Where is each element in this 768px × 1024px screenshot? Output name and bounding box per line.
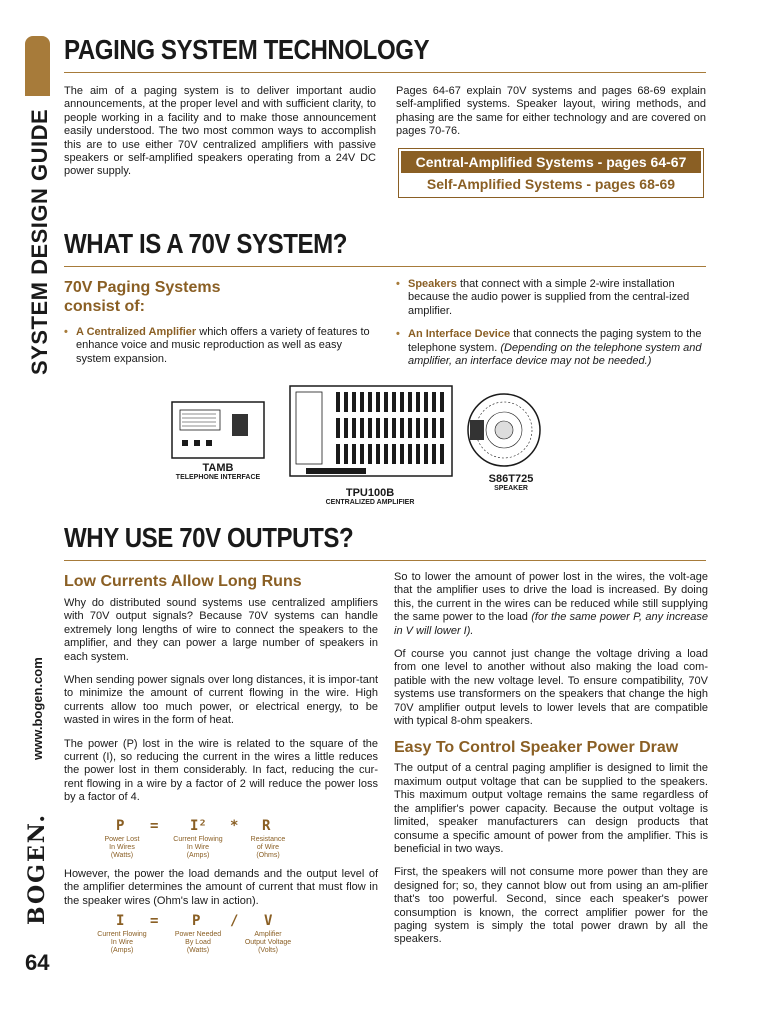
label-line: Current Flowing [173,836,223,843]
formula1-label-resistance [240,836,296,860]
formula1-times: * [230,818,239,834]
speaker-caption [466,473,556,492]
section1-subtitle-line1: 70V Paging Systems [64,279,221,296]
section1-rule [64,266,706,267]
bullet-interface [396,328,706,368]
formula2-label-power [170,931,226,955]
link-self-amplified[interactable]: Self-Amplified Systems - pages 68-69 [426,176,676,192]
label-line: (Amps) [186,852,210,859]
section1-title-wrap [64,228,393,260]
left-paragraph-3: The power (P) lost in the wire is related to the square of the current (I), so reducing the current in the wires a little reduces the power lost in them considerably. In fact, reducing the cur-rent flowing in a wire by a factor of 2 will reduce the power loss by a factor of 4. [64,737,378,804]
bullet-speakers-body: that connect with a simple 2-wire installation because the audio power is supplied from the central-ized amplifier. [408,278,690,317]
formula2-label-voltage [240,931,296,955]
left-paragraph-2: When sending power signals over long distances, it is impor-tant to minimize the amount of current flowing in the wire. High currents allow too much power, or electrical energy, to be wasted in wires in the form of heat. [64,674,378,727]
section2-left-heading: Low Currents Allow Long Runs [64,573,302,590]
section2-title-wrap [64,522,400,554]
bullet-amplifier-body: which offers a variety of features to enhance voice and music reproduction as well as easy system expansion. [76,326,370,365]
bullet-dot: • [64,326,68,338]
speaker-device-image [468,394,540,466]
bullet-speakers-text [408,278,706,318]
section1-title: WHAT IS A 70V SYSTEM? [64,228,348,259]
formula1-label-power-lost [94,836,150,860]
section1-left-col [64,278,374,376]
bullet-dot: • [396,278,400,290]
formula1-term-r: R [262,818,271,834]
label-line: (Watts) [186,947,210,954]
right-paragraph-3: The output of a central paging amplifier is designed to limit the maximum output voltage that can be supplied to the speakers. This maximum output voltage remains the same regardless of the amplifier's power capacity. Because the output voltage is limited, speaker manufacturers can design products that consume a specific amount of power from the amplifier. This is beneficial in two ways. [394,762,708,855]
intro-right-text [396,85,706,149]
label-line: Power Lost [104,836,140,843]
page-title-wrap [64,34,489,66]
formula1-term-p: P [116,818,125,834]
speaker-label: SPEAKER [494,485,528,492]
formula2-label-current [94,931,150,955]
tamb-caption [168,462,268,481]
label-line: By Load [185,939,211,946]
page-title: PAGING SYSTEM TECHNOLOGY [64,34,430,65]
left-paragraph-1: Why do distributed sound systems use centralized amplifiers with 70V output signals? Because 70V systems can handle extremely long lengths of wire to connect the speakers to the amplifier, and they can power a large number of speakers in each system. [64,597,378,663]
section2-right-heading: Easy To Control Speaker Power Draw [394,739,679,757]
label-line: Current Flowing [97,931,147,938]
label-line: (Ohms) [256,852,280,859]
link-central-amplified[interactable]: Central-Amplified Systems - pages 64-67 [401,151,701,173]
section-tab [25,36,50,96]
formula1-equals: = [150,818,159,834]
section2-right-body [394,571,708,728]
right-paragraph-1-italic: (for the same power P, any increase in V will lower I). [394,611,708,637]
section2-title: WHY USE 70V OUTPUTS? [64,522,354,553]
title-rule [64,72,706,73]
speaker-model: S86T725 [488,473,534,485]
formula1-term-i2: I² [190,818,207,834]
bullet-interface-note: (Depending on the telephone system and amplifier, an interface device may not be needed.) [408,341,702,368]
bullet-interface-lead: An Interface Device [408,328,511,341]
formula1-label-current [170,836,226,860]
bullet-amplifier-lead: A Centralized Amplifier [76,326,197,338]
intro-right-paragraph: Pages 64-67 explain 70V systems and pages 68-69 explain self-amplified systems. Speaker layout, wiring methods, and phasing are the same for either technology and are covered on pages 70-76. [396,85,706,138]
formula2-divide: / [230,913,239,929]
label-line: Amplifier [254,931,282,938]
left-paragraph-4: However, the power the load demands and the output level of the amplifier determines the amount of current that must flow in the speaker wires (Ohm's law in action). [64,868,378,907]
bullet-speakers-lead: Speakers [408,278,457,290]
label-line: In Wires [109,844,135,851]
section2-left-body [64,597,378,805]
bullet-speakers [396,278,706,318]
section1-subtitle-line2: consist of: [64,298,145,315]
section2-rule [64,560,706,561]
tamb-device-image [172,402,264,458]
label-line: In Wire [186,844,210,851]
formula2-equals: = [150,913,159,929]
bullet-amplifier-text [76,326,374,366]
bullet-amplifier [64,326,374,366]
tpu100b-model: TPU100B [345,487,395,499]
label-line: (Volts) [258,947,278,954]
label-line: (Amps) [110,947,134,954]
right-paragraph-2: Of course you cannot just change the voltage driving a load from one level to another without also making the load com-patible with the new voltage level. To ensure compatibility, 70V systems use transformers on the speakers that change the high 70V amplifier output levels to lower levels that are compatible with typical 8-ohm speakers. [394,648,708,728]
label-line: Output Voltage [244,939,292,946]
intro-left-text [64,85,376,189]
bullet-interface-text [408,328,706,368]
section2-left-col [64,572,378,815]
tpu100b-device-image [290,386,452,476]
right-paragraph-1-text: So to lower the amount of power lost in the wires, the volt-age that the amplifier uses to drive the load is increased. By doing this, the current in the wires can be reduced while still supplying the same power to the load [394,571,708,624]
tpu100b-label: CENTRALIZED AMPLIFIER [325,499,415,506]
bogen-logo: BOGEN. [24,812,50,925]
tamb-model: TAMB [202,462,234,474]
bullet-interface-body: that connects the paging system to the telephone system. [408,328,702,354]
right-paragraph-4: First, the speakers will not consume more power than they are designed for; so, they cannot blow out from using an am-plifier that's too powerful. Second, since each speaker's power consumption is known, the correct amplifier power for the paging system is simply the total power drawn by all the speakers. [394,866,708,946]
intro-left-paragraph: The aim of a paging system is to deliver important audio announcements, at the proper level and with sufficient clarity, to people working in a facility and to make those announcement easily understood. The two most common ways to accomplish this are to use either 70V centralized amplifiers with passive speakers or self-amplified speakers operating from a 24V DC power supply. [64,85,376,178]
section2-right-col [394,571,708,957]
formula2-term-v: V [264,913,273,929]
formula2-term-i: I [116,913,125,929]
section2-right-body-2 [394,762,708,946]
right-paragraph-1 [394,571,708,638]
label-line: (Watts) [110,852,134,859]
bullet-dot: • [396,328,400,341]
sidebar-section-title: SYSTEM DESIGN GUIDE [27,108,52,375]
sidebar-url[interactable]: www.bogen.com [30,657,45,760]
page-links-box [398,148,704,198]
label-line: of Wire [256,844,280,851]
tpu100b-caption [300,487,440,506]
tamb-label: TELEPHONE INTERFACE [175,474,261,481]
section1-right-col [396,278,706,378]
label-line: In Wire [110,939,134,946]
left-paragraph-after [64,868,378,918]
page-number: 64 [25,950,50,975]
formula2-term-p: P [192,913,201,929]
label-line: Resistance [250,836,286,843]
label-line: Power Needed [174,931,222,938]
